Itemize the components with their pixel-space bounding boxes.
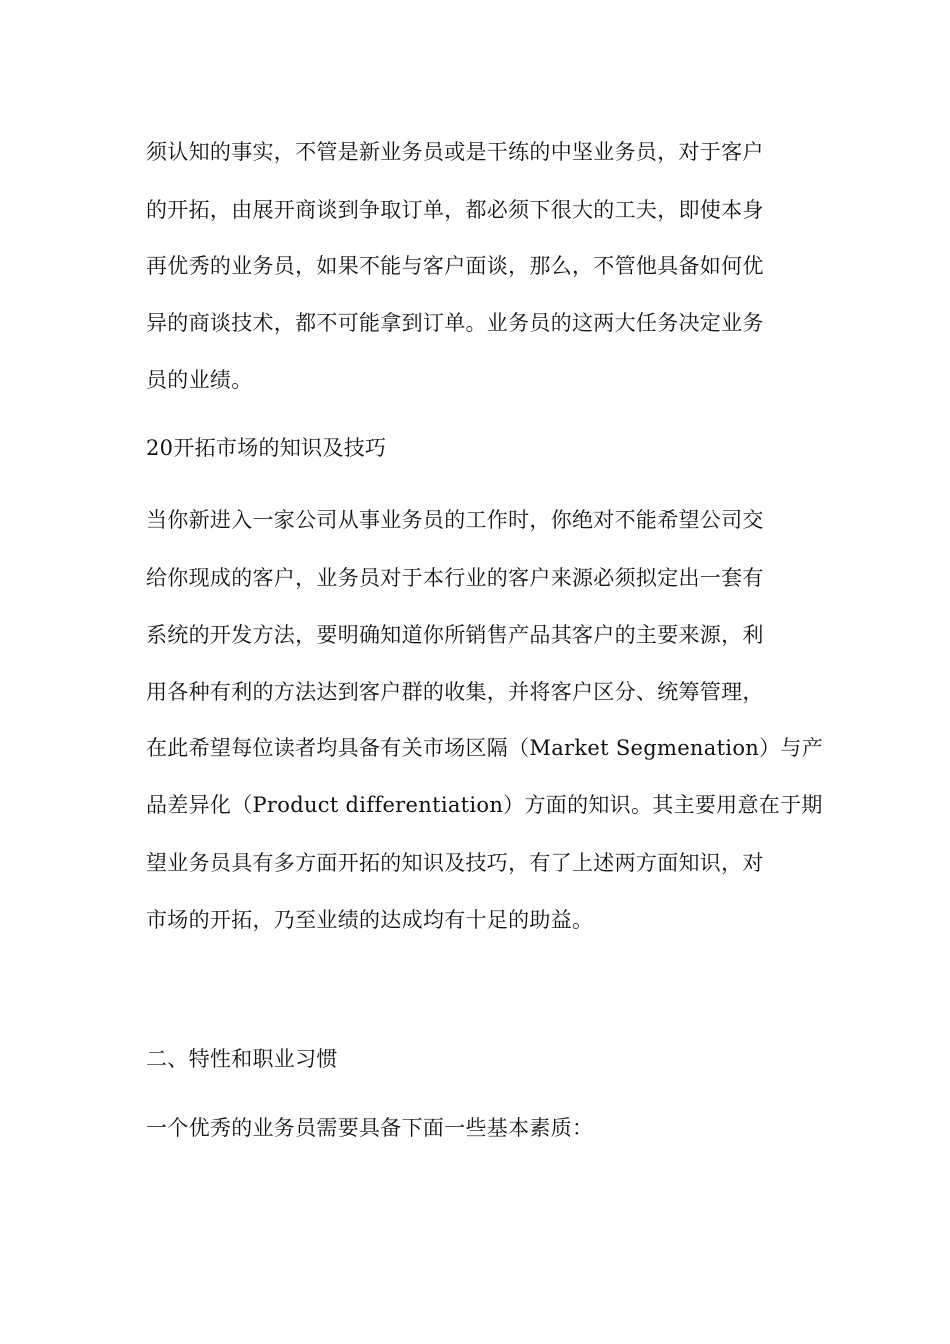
paragraph-1-line-3: 再优秀的业务员，如果不能与客户面谈，那么，不管他具备如何优 xyxy=(146,254,764,278)
paragraph-2-line-3: 系统的开发方法，要明确知道你所销售产品其客户的主要来源，利 xyxy=(146,623,764,647)
paragraph-1-line-5: 员的业绩。 xyxy=(146,368,253,392)
paragraph-1-line-4: 异的商谈技术，都不可能拿到订单。业务员的这两大任务决定业务 xyxy=(146,311,764,335)
paragraph-2-line-4: 用各种有利的方法达到客户群的收集，并将客户区分、统筹管理， xyxy=(146,680,764,704)
paragraph-2-line-2: 给你现成的客户，业务员对于本行业的客户来源必须拟定出一套有 xyxy=(146,566,764,590)
paragraph-3-line-1: 一个优秀的业务员需要具备下面一些基本素质： xyxy=(146,1116,594,1140)
paragraph-2-line-6: 品差异化（Product differentiation）方面的知识。其主要用意在于期 xyxy=(146,793,823,817)
paragraph-2-line-1: 当你新进入一家公司从事业务员的工作时，你绝对不能希望公司交 xyxy=(146,508,764,532)
paragraph-2-line-5: 在此希望每位读者均具备有关市场区隔（Market Segmenation）与产 xyxy=(146,736,823,760)
section-heading-20: 20开拓市场的知识及技巧 xyxy=(146,436,387,460)
paragraph-1-line-1: 须认知的事实，不管是新业务员或是干练的中坚业务员，对于客户 xyxy=(146,140,764,164)
paragraph-2-line-8: 市场的开拓，乃至业绩的达成均有十足的助益。 xyxy=(146,908,594,932)
paragraph-1-line-2: 的开拓，由展开商谈到争取订单，都必须下很大的工夫，即使本身 xyxy=(146,198,764,222)
section-heading-traits: 二、特性和职业习惯 xyxy=(146,1047,338,1071)
paragraph-2-line-7: 望业务员具有多方面开拓的知识及技巧，有了上述两方面知识，对 xyxy=(146,851,764,875)
